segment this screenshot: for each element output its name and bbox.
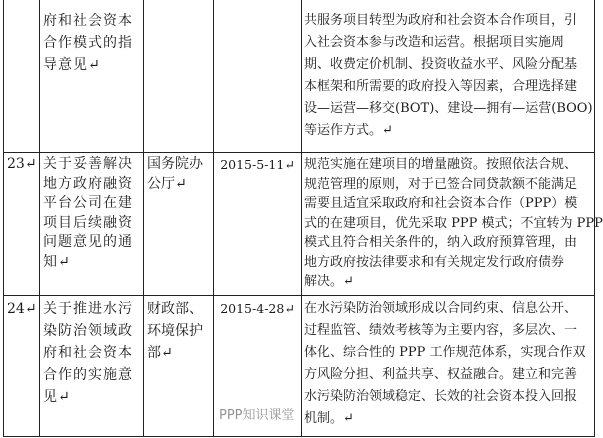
cell-text-line: 环境保护	[147, 323, 203, 339]
cell-text-line: 部↵	[147, 345, 173, 361]
cell-text-line: 关于妥善解决	[43, 156, 133, 172]
table-bottom-border	[3, 436, 595, 437]
agency-cell	[143, 153, 213, 295]
cell-text-line: 共服务项目转型为政府和社会资本合作项目，引	[304, 13, 578, 28]
number-cell	[3, 153, 39, 295]
title-cell	[39, 296, 143, 436]
cell-text-line: 解决。↵	[304, 274, 354, 289]
watermark: PPP知识课堂	[219, 408, 295, 423]
cell-text-line: 公厅↵	[147, 175, 187, 192]
cell-text-line: 等运作方式。↵	[304, 123, 393, 138]
cell-text-line: 问题意见的通	[43, 234, 133, 250]
cell-text-line: 水污染防治领域稳定、长效的社会资本投入回报	[304, 389, 578, 404]
cell-text-line: 规范实施在建项目的增量融资。按照依法合规、	[304, 157, 578, 172]
content-cell	[301, 153, 603, 295]
cell-text-line: 设—运营—移交(BOT)、建设—拥有—运营(BOO)	[304, 101, 593, 116]
cell-text-line: 府和社会资本	[43, 13, 133, 29]
cell-text-line	[215, 10, 300, 32]
cell-text-line: 2015-4-28↵	[220, 301, 295, 316]
cell-text-line	[7, 10, 36, 32]
title-cell	[39, 0, 143, 152]
cell-text-line: 合作模式的指	[43, 35, 133, 51]
cell-text-line: 关于推进水污	[43, 301, 133, 317]
cell-text-line: 24↵	[7, 301, 37, 317]
number-cell	[3, 296, 39, 436]
agency-cell	[143, 0, 213, 152]
cell-text-line: 规范管理的原则，对于已签合同贷款额不能满足	[304, 176, 578, 192]
title-cell	[39, 153, 143, 295]
cell-text-line: 国务院办	[147, 156, 203, 172]
agency-cell	[143, 296, 213, 436]
content-cell	[301, 0, 595, 152]
cell-text-line: 入社会资本参与改造和运营。根据项目实施周	[304, 35, 565, 50]
table-row	[3, 0, 595, 152]
cell-text-line: 式的在建项目，优先采取 PPP 模式；不宜转为 PPP	[304, 215, 603, 231]
cell-text-line: 合作的实施意	[43, 367, 133, 383]
cell-text-line: 项目后续融资	[43, 214, 133, 231]
cell-text-line: 地方政府按法律要求和有关规定发行政府债券	[304, 254, 565, 270]
cell-text-line: 过程监管、绩效考核等为主要内容，多层次、一	[304, 323, 578, 338]
number-cell	[3, 0, 39, 152]
cell-text-line: 方风险分担、利益共享、权益融合。建立和完善	[304, 367, 578, 382]
cell-text-line: 染防治领域政	[43, 323, 133, 339]
cell-text-line: 体化、综合性的 PPP 工作规范体系，实现合作双	[304, 345, 586, 360]
date-cell	[213, 153, 301, 295]
cell-text-line: 府和社会资本	[43, 345, 133, 361]
cell-text-line: 在水污染防治领域形成以合同约束、信息公开、	[304, 301, 578, 316]
cell-text-line: 本框架和所需要的政府投入等因素，合理选择建	[304, 79, 578, 94]
cell-text-line: 机制。↵	[304, 411, 354, 426]
cell-text-line: 平台公司在建	[43, 195, 133, 211]
table-row	[3, 295, 595, 436]
cell-text-line: 2015-5-11↵	[220, 157, 295, 172]
content-cell	[301, 296, 595, 436]
cell-text-line: 财政部、	[147, 301, 203, 317]
cell-text-line: 期、收费定价机制、投资收益水平、风险分配基	[304, 57, 578, 72]
cell-text-line: 见↵	[43, 389, 71, 405]
cell-text-line: 模式且符合相关条件的，纳入政府预算管理，由	[304, 235, 578, 250]
cell-text-line: 导意见↵	[43, 57, 101, 73]
cell-text-line: 23↵	[7, 156, 37, 172]
cell-text-line: 知↵	[43, 253, 71, 270]
date-cell	[213, 0, 301, 152]
table-row	[3, 152, 603, 295]
cell-text-line: 地方政府融资	[43, 175, 133, 192]
cell-text-line: 需要且适宜采取政府和社会资本合作（PPP）模	[304, 196, 578, 211]
